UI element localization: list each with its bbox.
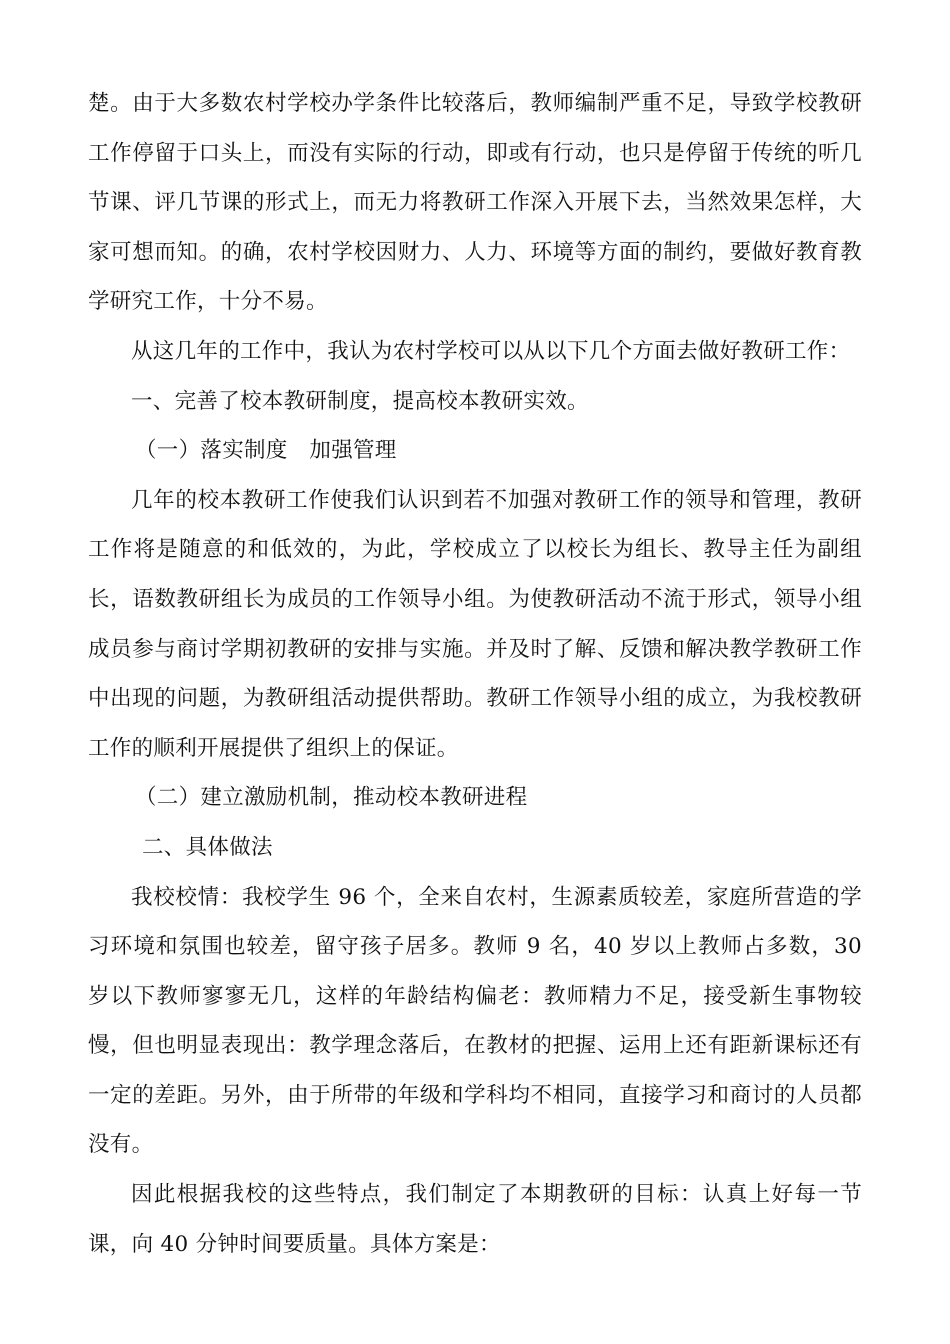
subsection-heading-1: （一）落实制度 加强管理 [135,438,397,464]
paragraph-continuation: 楚。由于大多数农村学校办学条件比较落后，教师编制严重不足，导致学校教研工作停留于口头上，而没有实际的行动，即或有行动，也只是停留于传统的听几节课、评几节课的形式上，而无力将教研工作深入开展下去，当然效果怎样，大家可想而知。的确，农村学校因财力、人力、环境等方面的制约，要做好教育教学研究工作，十分不易。 [88,91,862,315]
paragraph-intro: 从这几年的工作中，我认为农村学校可以从以下几个方面去做好教研工作： [131,338,851,364]
section-heading-1: 一、完善了校本教研制度，提高校本教研实效。 [131,388,589,414]
paragraph-goals: 因此根据我校的这些特点，我们制定了本期教研的目标：认真上好每一节课，向 40 分钟时间要质量。具体方案是： [88,1182,862,1257]
subsection-heading-2: （二）建立激励机制，推动校本教研进程 [135,785,528,811]
paragraph-management: 几年的校本教研工作使我们认识到若不加强对教研工作的领导和管理，教研工作将是随意的和低效的，为此，学校成立了以校长为组长、教导主任为副组长，语数教研组长为成员的工作领导小组。为使教研活动不流于形式，领导小组成员参与商讨学期初教研的安排与实施。并及时了解、反馈和解决教学教研工作中出现的问题，为教研组活动提供帮助。教研工作领导小组的成立，为我校教研工作的顺利开展提供了组织上的保证。 [88,487,862,761]
body-text [88,79,862,1269]
section-heading-2: 二、具体做法 [142,834,273,860]
paragraph-school-situation: 我校校情：我校学生 96 个，全来自农村，生源素质较差，家庭所营造的学习环境和氛围也较差，留守孩子居多。教师 9 名，40 岁以上教师占多数，30 岁以下教师寥寥无几，这样的年龄结构偏老：教师精力不足，接受新生事物较慢，但也明显表现出：教学理念落后，在教材的把握、运用上还有距新课标还有一定的差距。另外，由于所带的年级和学科均不相同，直接学习和商讨的人员都没有。 [88,884,862,1158]
